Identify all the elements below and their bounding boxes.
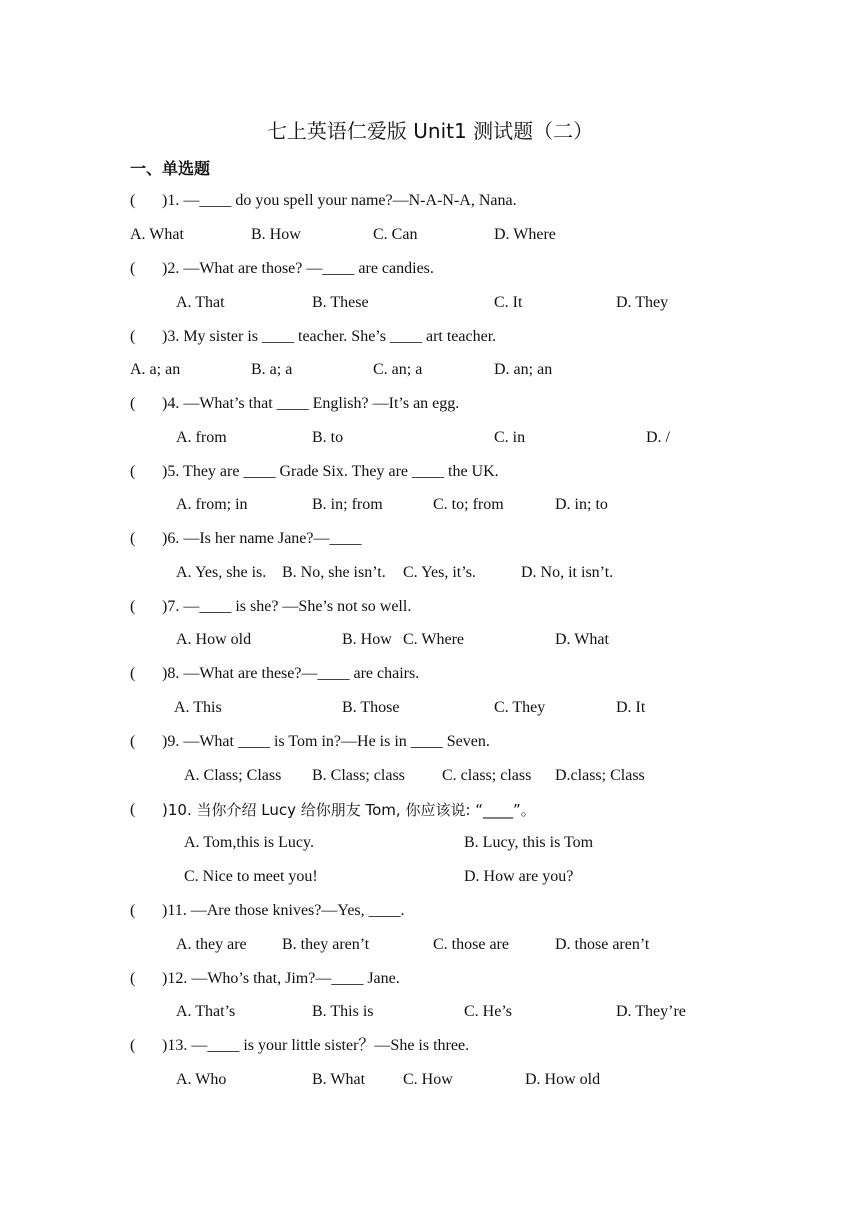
question-12-option-c: C. He’s [464, 1003, 512, 1020]
answer-blank-paren[interactable]: ( [130, 665, 136, 682]
question-13 [0, 1035, 860, 1057]
question-12-option-b: B. This is [312, 1003, 374, 1020]
answer-blank-paren[interactable]: ( [130, 530, 136, 547]
question-text: )5. They are ____ Grade Six. They are ____ the UK. [162, 463, 499, 480]
question-6-option-b: B. No, she isn’t. [282, 564, 386, 581]
answer-blank-paren[interactable]: ( [130, 970, 136, 987]
question-text: )6. —Is her name Jane?—____ [162, 530, 362, 547]
question-6 [0, 528, 860, 550]
question-6-option-d: D. No, it isn’t. [521, 564, 614, 581]
question-1 [0, 190, 860, 212]
question-13-option-d: D. How old [525, 1071, 601, 1088]
question-text: )13. —____ is your little sister？—She is three. [162, 1037, 470, 1054]
question-3-option-c: C. an; a [373, 361, 423, 378]
question-3 [0, 326, 860, 348]
question-12-option-a: A. That’s [176, 1003, 236, 1020]
question-4-option-a: A. from [176, 429, 227, 446]
question-7-option-d: D. What [555, 631, 609, 648]
question-13-option-b: B. What [312, 1071, 366, 1088]
question-10-option-a: A. Tom,this is Lucy. [184, 834, 314, 851]
question-text: )7. —____ is she? —She’s not so well. [162, 598, 412, 615]
question-5-option-d: D. in; to [555, 496, 608, 513]
question-12 [0, 968, 860, 990]
question-7-option-b: B. How [342, 631, 392, 648]
question-text: )12. —Who’s that, Jim?—____ Jane. [162, 970, 400, 987]
question-2-option-d: D. They [616, 294, 669, 311]
question-4-option-b: B. to [312, 429, 344, 446]
question-2-option-b: B. These [312, 294, 369, 311]
question-2-option-c: C. It [494, 294, 523, 311]
answer-blank-paren[interactable]: ( [130, 801, 136, 818]
answer-blank-paren[interactable]: ( [130, 733, 136, 750]
question-text: )8. —What are these?—____ are chairs. [162, 665, 420, 682]
question-9-option-a: A. Class; Class [184, 767, 282, 784]
question-8 [0, 663, 860, 685]
question-10-option-b: B. Lucy, this is Tom [464, 834, 594, 851]
question-7-option-a: A. How old [176, 631, 252, 648]
answer-blank-paren[interactable]: ( [130, 260, 136, 277]
question-7 [0, 596, 860, 618]
question-5 [0, 461, 860, 483]
question-3-option-d: D. an; an [494, 361, 553, 378]
question-2 [0, 258, 860, 280]
question-3-option-b: B. a; a [251, 361, 293, 378]
question-1-option-c: C. Can [373, 226, 418, 243]
question-13-option-c: C. How [403, 1071, 453, 1088]
answer-blank-paren[interactable]: ( [130, 192, 136, 209]
answer-blank-paren[interactable]: ( [130, 395, 136, 412]
question-9-option-b: B. Class; class [312, 767, 405, 784]
question-text: )2. —What are those? —____ are candies. [162, 260, 434, 277]
question-1-option-b: B. How [251, 226, 301, 243]
question-6-option-a: A. Yes, she is. [176, 564, 267, 581]
question-8-option-b: B. Those [342, 699, 400, 716]
question-text: )10. 当你介绍 Lucy 给你朋友 Tom, 你应该说: “____”。 [162, 801, 536, 819]
answer-blank-paren[interactable]: ( [130, 328, 136, 345]
section-heading: 一、单选题 [130, 159, 211, 178]
question-1-option-a: A. What [130, 226, 184, 243]
question-10 [0, 799, 860, 821]
question-text: )11. —Are those knives?—Yes, ____. [162, 902, 405, 919]
answer-blank-paren[interactable]: ( [130, 598, 136, 615]
question-2-option-a: A. That [176, 294, 225, 311]
question-9 [0, 731, 860, 753]
question-8-option-d: D. It [616, 699, 646, 716]
question-10-option-c: C. Nice to meet you! [184, 868, 318, 885]
question-5-option-c: C. to; from [433, 496, 504, 513]
question-9-option-c: C. class; class [442, 767, 532, 784]
question-text: )3. My sister is ____ teacher. She’s ____ art teacher. [162, 328, 497, 345]
question-11-option-b: B. they aren’t [282, 936, 370, 953]
question-3-option-a: A. a; an [130, 361, 181, 378]
question-text: )4. —What’s that ____ English? —It’s an egg. [162, 395, 460, 412]
question-12-option-d: D. They’re [616, 1003, 686, 1020]
question-text: )9. —What ____ is Tom in?—He is in ____ Seven. [162, 733, 490, 750]
question-9-option-d: D.class; Class [555, 767, 645, 784]
question-8-option-c: C. They [494, 699, 546, 716]
answer-blank-paren[interactable]: ( [130, 463, 136, 480]
question-11 [0, 900, 860, 922]
question-5-option-b: B. in; from [312, 496, 383, 513]
question-text: )1. —____ do you spell your name?—N-A-N-A, Nana. [162, 192, 517, 209]
question-5-option-a: A. from; in [176, 496, 248, 513]
question-4-option-c: C. in [494, 429, 526, 446]
question-4-option-d: D. / [646, 429, 670, 446]
question-11-option-d: D. those aren’t [555, 936, 650, 953]
question-11-option-a: A. they are [176, 936, 247, 953]
question-13-option-a: A. Who [176, 1071, 227, 1088]
question-4 [0, 393, 860, 415]
question-7-option-c: C. Where [403, 631, 465, 648]
answer-blank-paren[interactable]: ( [130, 1037, 136, 1054]
question-1-option-d: D. Where [494, 226, 556, 243]
question-8-option-a: A. This [174, 699, 222, 716]
question-11-option-c: C. those are [433, 936, 509, 953]
question-10-option-d: D. How are you? [464, 868, 574, 885]
answer-blank-paren[interactable]: ( [130, 902, 136, 919]
question-6-option-c: C. Yes, it’s. [403, 564, 476, 581]
page-title: 七上英语仁爱版 Unit1 测试题（二） [266, 119, 594, 143]
